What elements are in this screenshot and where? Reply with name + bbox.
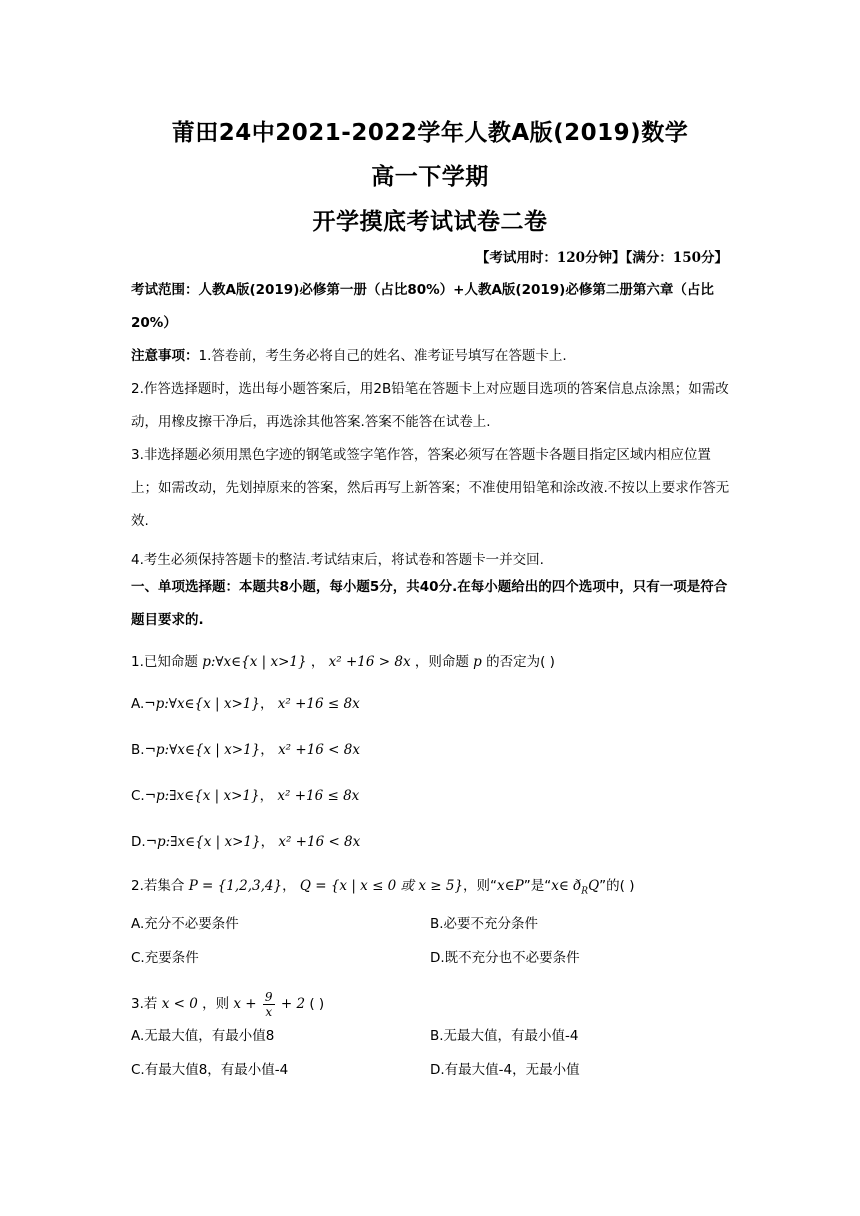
q3-stem bbox=[131, 988, 733, 1020]
scope-text: 人教A版(2019)必修第一册（占比80%）+人教A版(2019)必修第二册第六章（占比20%） bbox=[131, 282, 714, 331]
notes-item3: 3.非选择题必须用黑色字迹的钢笔或签字笔作答，答案必须写在答题卡各题目指定区域内相应位置上；如需改动，先划掉原来的答案，然后再写上新答案；不准使用铅笔和涂改液.不按以上要求作答无效. bbox=[131, 447, 730, 529]
q2-option-b: B.必要不充分条件 bbox=[430, 916, 539, 932]
q2-set-q: Q = {x | x ≤ 0 或 x ≥ 5} bbox=[299, 878, 464, 894]
q1-option-b: B.¬p:∀x∈{x | x>1}， x² +16 < 8x bbox=[131, 742, 360, 758]
q2-cond1: x∈P bbox=[497, 878, 524, 894]
notes-item1-line bbox=[131, 340, 733, 373]
q1-option-d-expr: ¬p:∃x∈{x | x>1} bbox=[145, 834, 261, 850]
q3-frac-den: x bbox=[265, 1004, 273, 1019]
q1-option-c-label: C. bbox=[131, 788, 145, 804]
notes-item2: 2.作答选择题时，选出每小题答案后，用2B铅笔在答题卡上对应题目选项的答案信息点涂黑；如需改动，用橡皮擦干净后，再选涂其他答案.答案不能答在试卷上. bbox=[131, 381, 729, 430]
q2-cond2-end: Q bbox=[588, 878, 600, 894]
exam-scope bbox=[131, 274, 733, 340]
q3-suffix: ( ) bbox=[309, 996, 325, 1012]
q2-option-d: D.既不充分也不必要条件 bbox=[430, 950, 580, 966]
q1-option-a-label: A. bbox=[131, 696, 145, 712]
q1-option-a: A.¬p:∀x∈{x | x>1}， x² +16 ≤ 8x bbox=[131, 696, 360, 712]
q2-option-a: A.充分不必要条件 bbox=[131, 916, 239, 932]
q1-stem: 1.已知命题 p:∀x∈{x | x>1} ， x² +16 > 8x ，则命题 p 的否定为( ) bbox=[131, 654, 555, 670]
q3-option-d: D.有最大值-4，无最小值 bbox=[430, 1062, 580, 1078]
q3-prefix: 3.若 bbox=[131, 996, 158, 1012]
section1-heading: 一、单项选择题：本题共8小题，每小题5分，共40分.在每小题给出的四个选项中，只有一项是符合题目要求的. bbox=[131, 579, 728, 628]
q3-expr-b: + 2 bbox=[280, 996, 306, 1012]
q1-prefix: 1.已知命题 bbox=[131, 654, 198, 670]
exam-title-line3: 开学摸底考试试卷二卷 bbox=[312, 209, 548, 235]
notes-item4: 4.考生必须保持答题卡的整洁.考试结束后，将试卷和答题卡一并交回. bbox=[131, 552, 544, 568]
q2-suffix: ”的( ) bbox=[599, 878, 635, 894]
q2-mid: ，则“ bbox=[463, 878, 498, 894]
q2-set-p: P = {1,2,3,4} bbox=[188, 878, 283, 894]
q1-suffix-a: ，则命题 bbox=[414, 654, 469, 670]
exam-title-line1: 莆田24中2021-2022学年人教A版(2019)数学 bbox=[171, 120, 689, 146]
q1-option-d: D.¬p:∃x∈{x | x>1}， x² +16 < 8x bbox=[131, 834, 361, 850]
q3-frac-num: 9 bbox=[264, 989, 273, 1004]
q1-option-a-ineq: x² +16 ≤ 8x bbox=[277, 696, 360, 712]
q1-option-b-label: B. bbox=[131, 742, 145, 758]
q1-option-b-expr: ¬p:∀x∈{x | x>1} bbox=[144, 742, 261, 758]
q1-ineq: x² +16 > 8x bbox=[328, 654, 411, 670]
q3-expr-a: x + bbox=[233, 996, 257, 1012]
q3-fraction bbox=[263, 990, 275, 1019]
q3-option-b: B.无最大值，有最小值-4 bbox=[430, 1028, 579, 1044]
notes-label: 注意事项： bbox=[131, 348, 199, 364]
q2-mid2: ”是“ bbox=[523, 878, 552, 894]
q1-prop: p:∀x∈{x | x>1} bbox=[202, 654, 307, 670]
q1-option-a-expr: ¬p:∀x∈{x | x>1} bbox=[144, 696, 260, 712]
q1-suffix-b: 的否定为( ) bbox=[486, 654, 555, 670]
q1-p: p bbox=[473, 654, 482, 670]
scope-label: 考试范围： bbox=[131, 282, 199, 298]
q3-mid: ，则 bbox=[202, 996, 230, 1012]
q3-cond: x < 0 bbox=[161, 996, 198, 1012]
exam-title-line2: 高一下学期 bbox=[371, 164, 489, 190]
q1-option-c-expr: ¬p:∃x∈{x | x>1} bbox=[144, 788, 260, 804]
q2-cond2-sub: R bbox=[581, 886, 589, 897]
q3-option-a: A.无最大值，有最小值8 bbox=[131, 1028, 275, 1044]
q2-cond2: x∈ ð bbox=[551, 878, 582, 894]
q2-prefix: 2.若集合 bbox=[131, 878, 185, 894]
notes-item1: 1.答卷前，考生务必将自己的姓名、准考证号填写在答题卡上. bbox=[198, 348, 567, 364]
q3-option-c: C.有最大值8，有最小值-4 bbox=[131, 1062, 289, 1078]
q1-option-d-ineq: x² +16 < 8x bbox=[278, 834, 361, 850]
q1-option-d-label: D. bbox=[131, 834, 146, 850]
q2-option-c: C.充要条件 bbox=[131, 950, 199, 966]
q1-option-c: C.¬p:∃x∈{x | x>1}， x² +16 ≤ 8x bbox=[131, 788, 360, 804]
exam-meta: 【考试用时：120分钟】【满分：150分】 bbox=[475, 250, 728, 266]
q1-option-c-ineq: x² +16 ≤ 8x bbox=[277, 788, 360, 804]
q1-option-b-ineq: x² +16 < 8x bbox=[278, 742, 360, 758]
q2-stem: 2.若集合 P = {1,2,3,4}， Q = {x | x ≤ 0 或 x ≥ 5}，则“x∈P”是“x∈ $ð_RQ$”的( ) bbox=[131, 878, 635, 897]
